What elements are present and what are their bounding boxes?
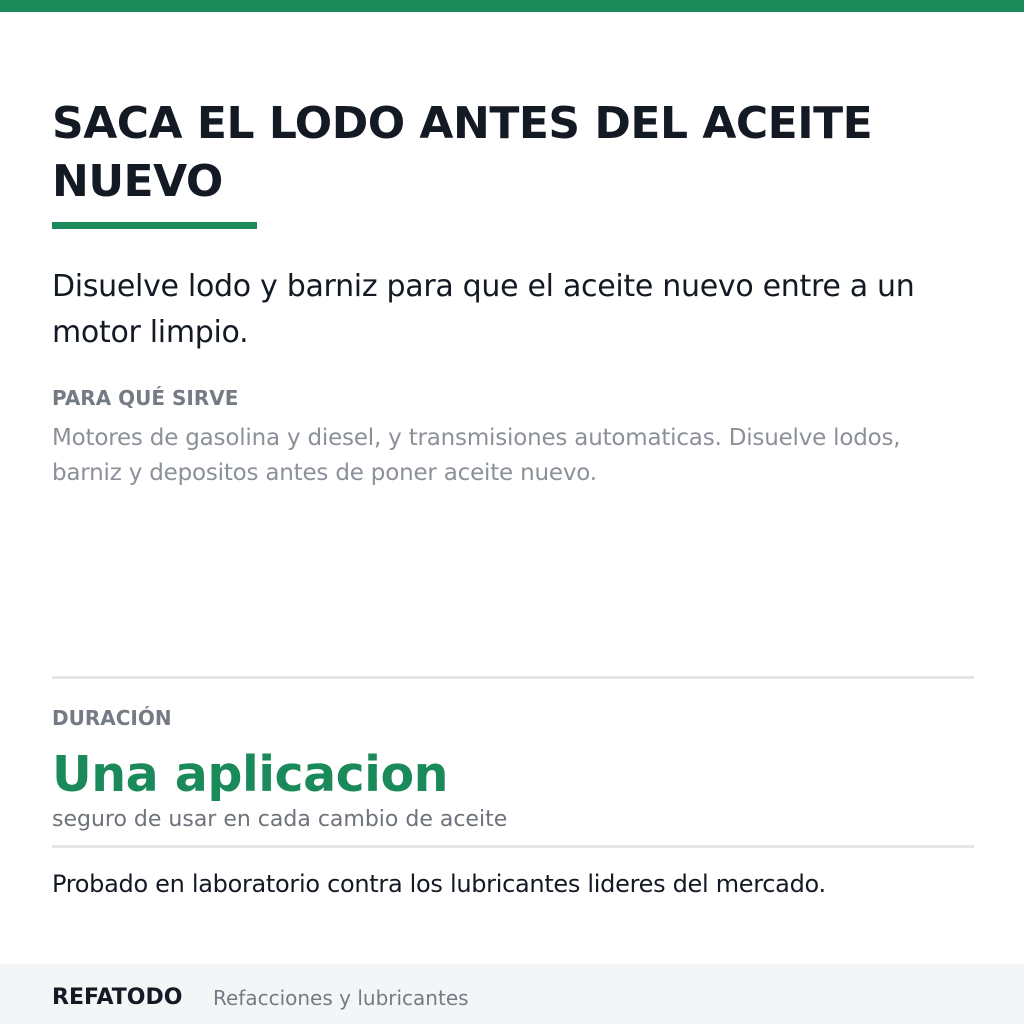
headline: SACA EL LODO ANTES DEL ACEITE NUEVO: [52, 98, 873, 207]
brand-tagline: Refacciones y lubricantes: [213, 986, 469, 1010]
subheadline: Disuelve lodo y barniz para que el aceite nuevo entre a un motor limpio.: [52, 269, 915, 350]
duration-note: seguro de usar en cada cambio de aceite: [52, 807, 508, 832]
divider-top: [52, 676, 974, 679]
footer: [0, 964, 1024, 1024]
tested-statement: Probado en laboratorio contra los lubricantes lideres del mercado.: [52, 870, 826, 898]
divider-bottom: [52, 845, 974, 848]
purpose-text: Motores de gasolina y diesel, y transmisiones automaticas. Disuelve lodos, barniz y depositos antes de poner aceite nuevo.: [52, 425, 901, 486]
purpose-label: PARA QUÉ SIRVE: [52, 386, 239, 410]
duration-label: DURACIÓN: [52, 706, 172, 730]
brand-name: REFATODO: [52, 985, 183, 1010]
top-accent-bar: [0, 0, 1024, 12]
headline-underline: [52, 222, 257, 229]
duration-value: Una aplicacion: [52, 746, 449, 803]
